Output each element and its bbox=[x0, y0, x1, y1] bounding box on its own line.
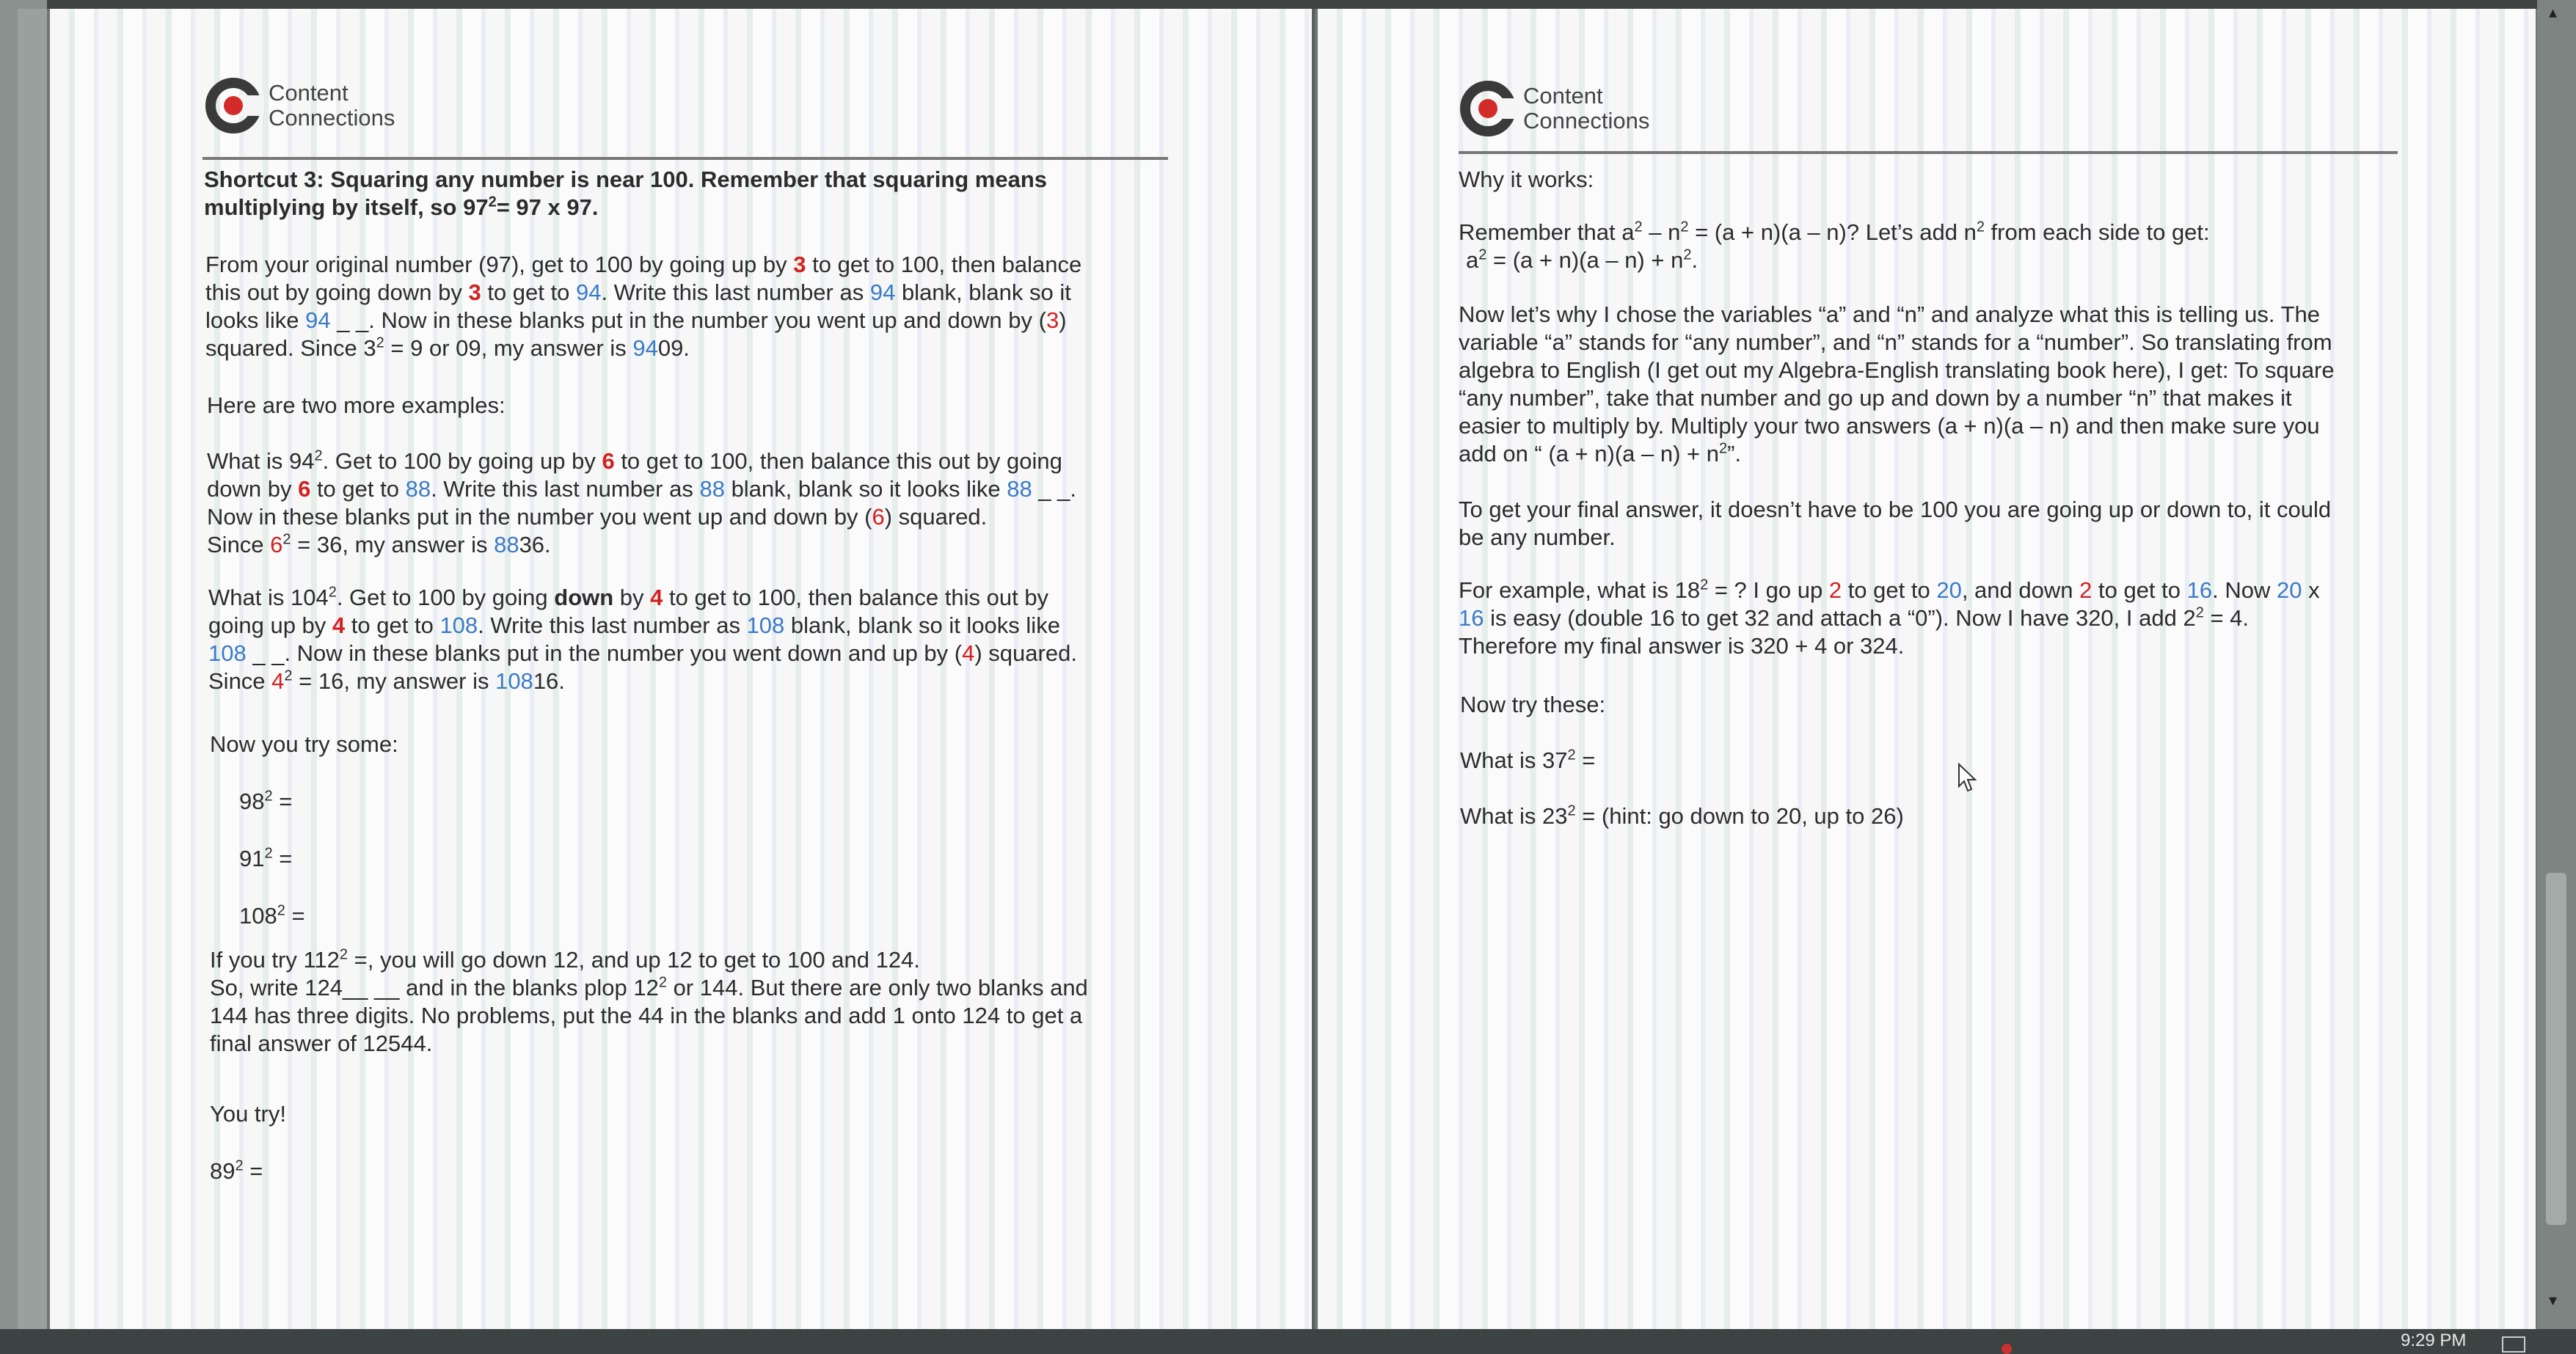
practice-problem: $91^2$ = bbox=[239, 845, 293, 871]
practice-problem: $89^2$ = bbox=[210, 1157, 263, 1184]
try-some-intro: Now you try some: bbox=[210, 731, 398, 757]
content-connections-logo bbox=[205, 78, 395, 133]
left-scrollbar[interactable] bbox=[0, 0, 47, 1354]
content-connections-logo bbox=[1460, 81, 1649, 136]
content-connections-logo-icon bbox=[1460, 81, 1516, 136]
logo-text bbox=[269, 81, 395, 131]
action-center-icon[interactable] bbox=[2502, 1336, 2525, 1353]
logo-text bbox=[1523, 84, 1649, 133]
taskbar bbox=[0, 1329, 2576, 1354]
practice-problem: $108^2$ = bbox=[239, 902, 305, 929]
you-try-label: You try! bbox=[210, 1101, 286, 1127]
scroll-down-arrow-icon[interactable]: ▾ bbox=[2549, 1291, 2558, 1309]
identity-paragraph: Remember that $a^2 - n^2 = (a + n)(a - n)$? Let’s add $n^2$ from each side to get: $a^2 = (a + n)(a - n) + n^2$. bbox=[1459, 219, 2210, 273]
practice-question: What is $23^2$ = (hint: go down to 20, up to 26) bbox=[1460, 802, 1904, 829]
logo-line-1: Content bbox=[269, 80, 349, 106]
example-94: What is $94^2$. Get to 100 by going up by 6 to get to 100, then balance this out by going down by 6 to get to 88. Write this last number as 88 blank, blank so it looks like 88 _ _. Now in these blanks put in the number you went up and down by (6) squared. Since $6^2 = 36$, my answer is 8836. bbox=[207, 447, 1077, 557]
example-104: What is $104^2$. Get to 100 by going down by 4 to get to 100, then balance this out by going up by 4 to get to 108. Write this last number as 108 blank, blank so it looks like 108 _ _. Now in these blanks put in the number you went down and up by (4) squared. Since $4^2 = 16$, my answer is 10816. bbox=[208, 584, 1077, 694]
scroll-up-arrow-icon[interactable]: ▴ bbox=[2549, 3, 2558, 21]
taskbar-clock[interactable]: 9:29 PM bbox=[2401, 1331, 2467, 1350]
logo-line-2: Connections bbox=[1523, 108, 1650, 133]
variables-paragraph: Now let’s why I chose the variables “a” and “n” and analyze what this is telling us. The variable “a” stands for “any number”, and “n” stands for a “number”. So translating from algebra to English (I get out my Algebra-English translating book here), I get: To square “any number”, take that number and go up and down by a number “n” that makes it easier to multiply by. Multiply your two answers (a + n)(a – n) and then make sure you add on “ $(a + n)(a - n) + n^2$”. bbox=[1459, 301, 2335, 466]
header-rule-right bbox=[1459, 151, 2398, 154]
content-connections-logo-icon bbox=[205, 78, 261, 133]
document-page-right bbox=[1318, 9, 2536, 1329]
scrollbar-thumb[interactable] bbox=[2546, 873, 2566, 1225]
final-answer-paragraph: To get your final answer, it doesn’t have to be 100 you are going up or down to, it could be any number. bbox=[1459, 497, 2332, 550]
logo-line-1: Content bbox=[1523, 83, 1603, 109]
header-rule-left bbox=[202, 157, 1168, 160]
example-18-paragraph: For example, what is $18^2$ = ? I go up 2 to get to 20, and down 2 to get to 16. Now 20 x 16 is easy (double 16 to get 32 and attach a “0”). Now I have 320, I add $2^2 = 4$. Therefore my final answer is 320 + 4 or 324. bbox=[1459, 577, 2320, 659]
window-top-bar bbox=[0, 0, 2576, 9]
explanation-paragraph: From your original number (97), get to 100 by going up by 3 to get to 100, then balance this out by going down by 3 to get to 94. Write this last number as 94 blank, blank so it looks like 94 _ _. Now in these blanks put in the number you went up and down by (3) squared. Since $3^2 = 9$ or 09, my answer is 9409. bbox=[205, 252, 1082, 361]
logo-line-2: Connections bbox=[269, 105, 395, 131]
page-divider bbox=[1312, 9, 1315, 1329]
practice-problem: $98^2$ = bbox=[239, 788, 293, 814]
practice-question: What is $37^2$ = bbox=[1460, 747, 1596, 773]
try-these-intro: Now try these: bbox=[1460, 692, 1606, 717]
examples-intro: Here are two more examples: bbox=[207, 392, 506, 418]
left-scrollbar-track[interactable] bbox=[18, 9, 47, 1344]
example-112: If you try $112^2$ =, you will go down 12, and up 12 to get to 100 and 124. So, write 124__ __ and in the blanks plop $12^2$ or 144. But there are only two blanks and 144 has three digits. No problems, put the 44 in the blanks and add 1 onto 124 to get a final answer of 12544. bbox=[210, 946, 1088, 1056]
right-scrollbar[interactable] bbox=[2537, 0, 2576, 1354]
why-it-works-heading: Why it works: bbox=[1459, 166, 1594, 192]
mouse-cursor-icon bbox=[1957, 763, 1980, 794]
notification-icon[interactable] bbox=[2002, 1344, 2012, 1354]
shortcut-heading: Shortcut 3: Squaring any number is near 100. Remember that squaring means multiplying by itself, so $97^2= 97$ x 97. bbox=[204, 166, 1048, 220]
